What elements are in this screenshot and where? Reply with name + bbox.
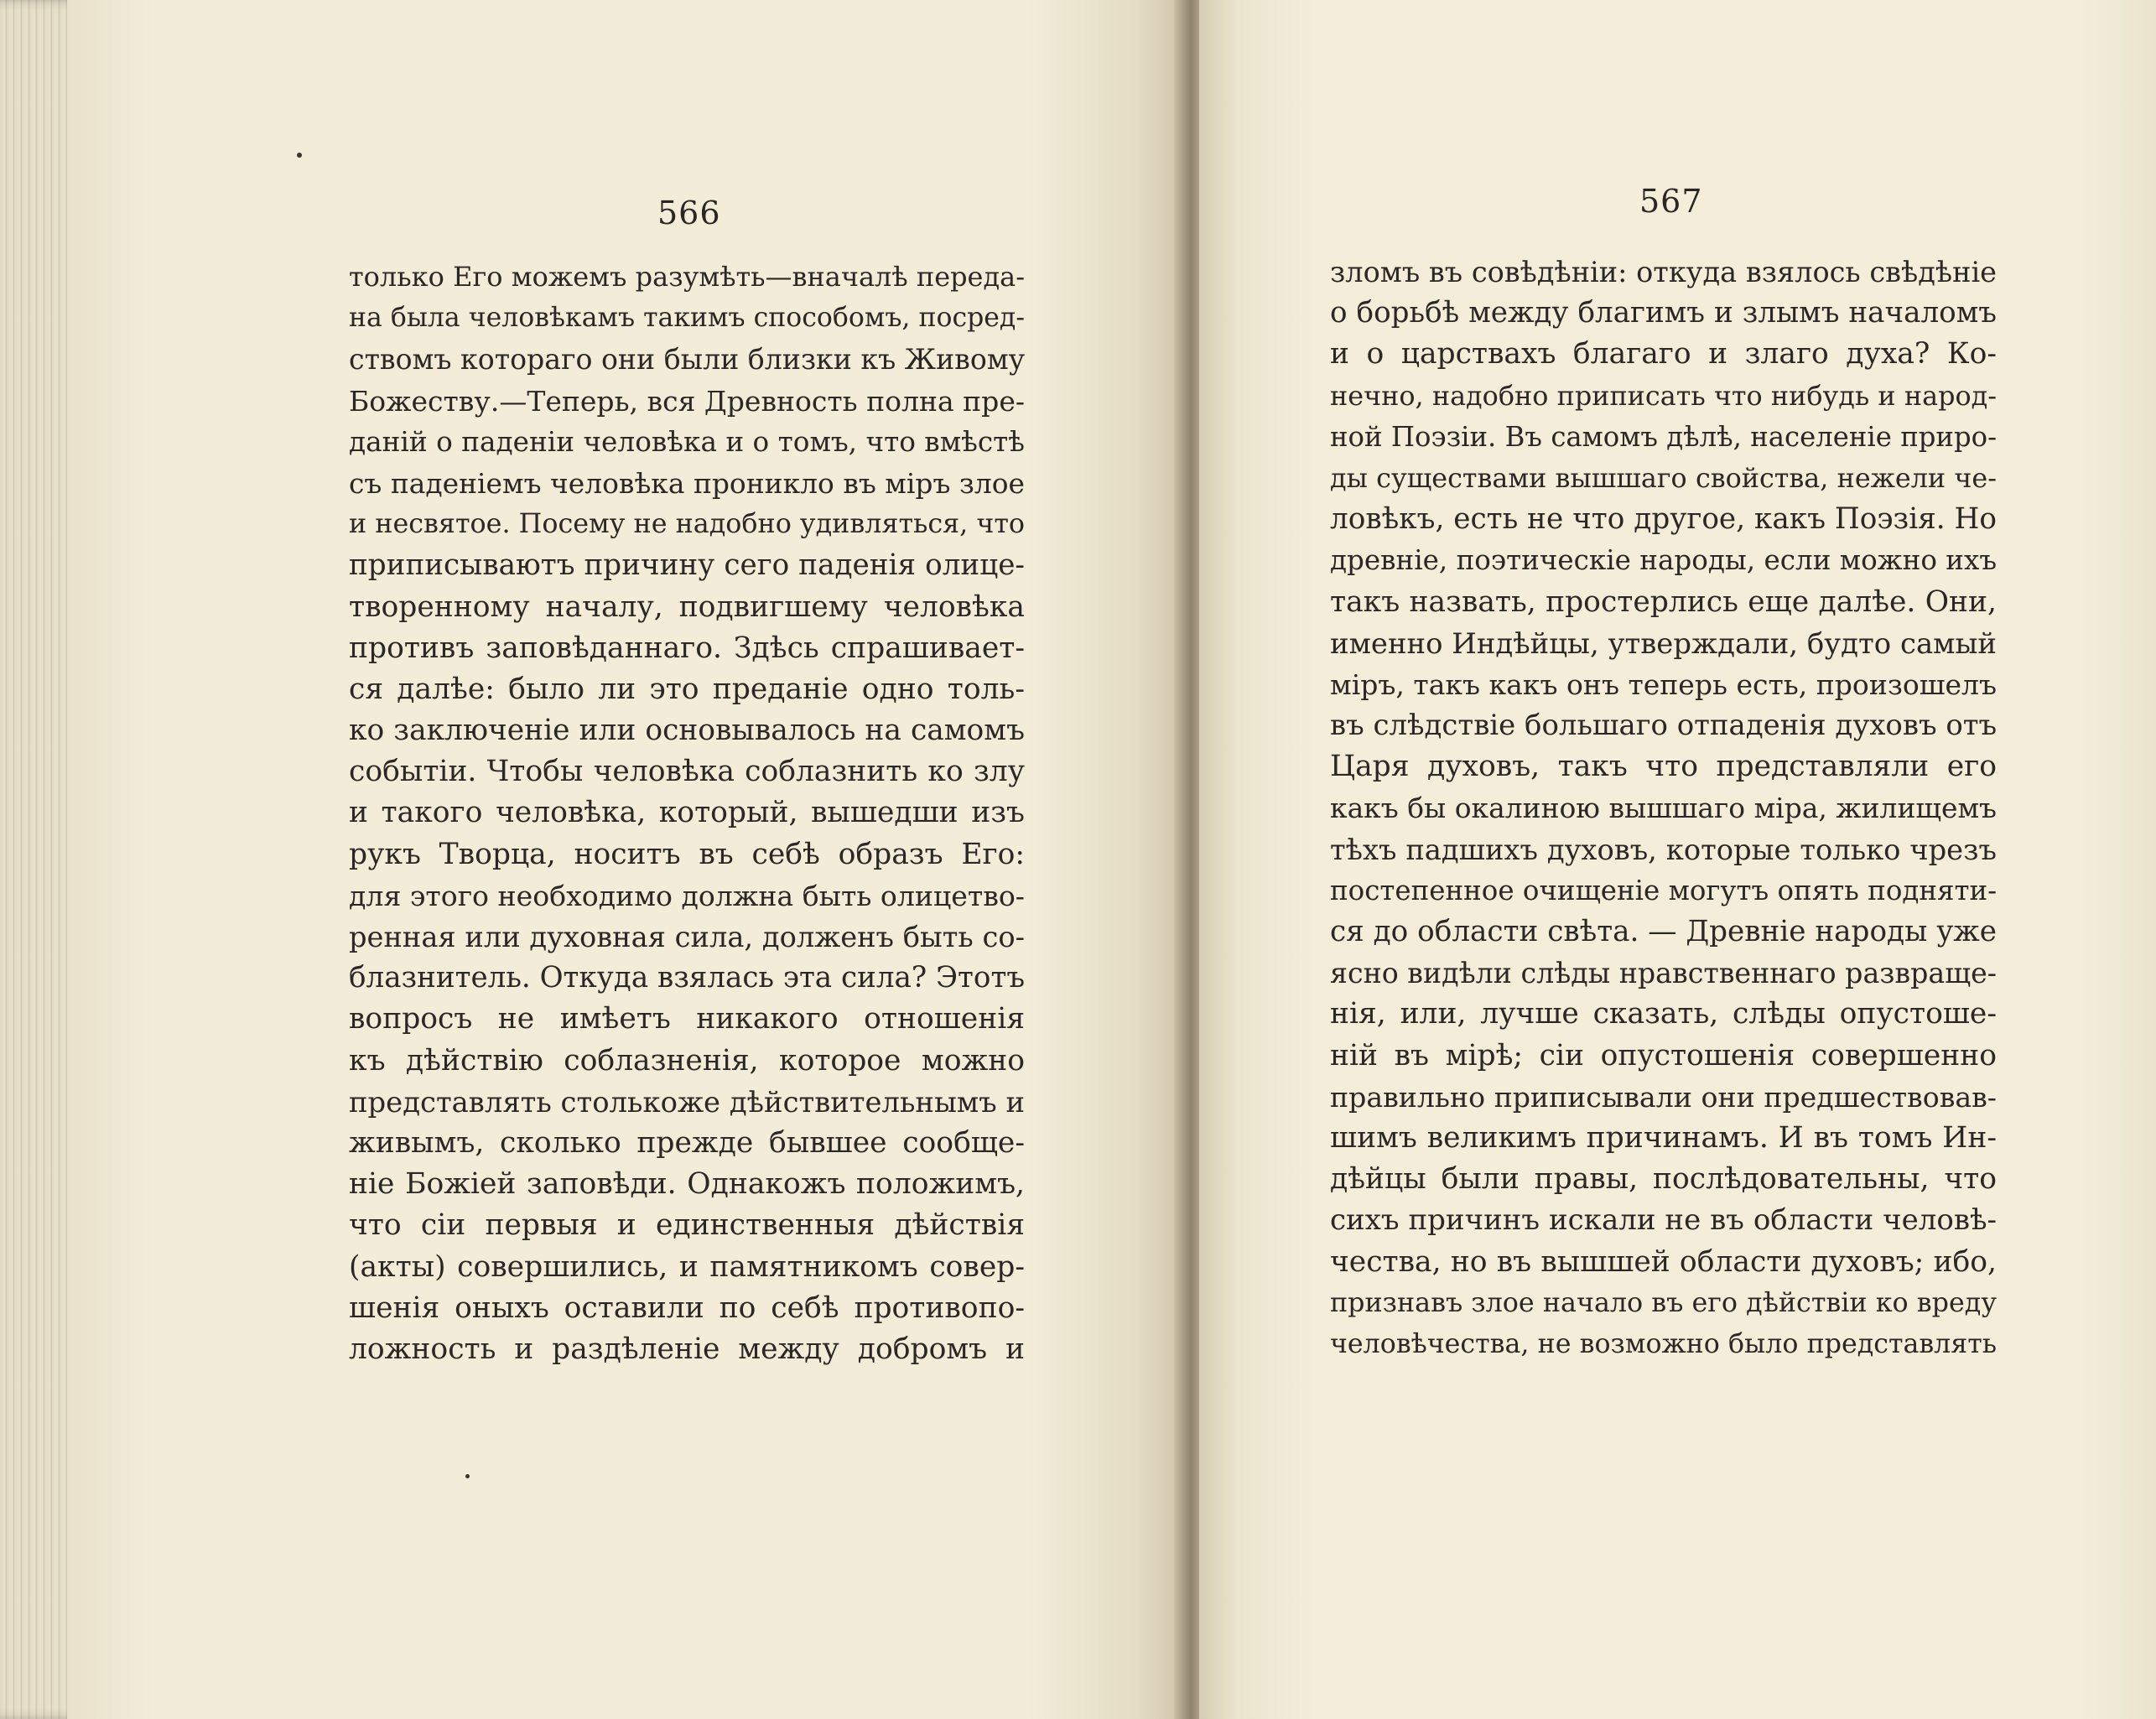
text-line: противъ заповѣданнаго. Здѣсь спрашивает- [349,631,1025,665]
text-line: нечно, надобно приписать что нибудь и народ- [1330,379,1997,412]
text-line: міръ, такъ какъ онъ теперь есть, произошелъ [1330,667,1997,701]
text-line: человѣчества, не возможно было представлять [1330,1328,1997,1359]
text-line: ся далѣе: было ли это преданіе одно толь- [349,672,1025,706]
right-page-number: 567 [1639,183,1703,220]
text-line: что сіи первыя и единственныя дѣйствія [349,1208,1025,1243]
text-line: постепенное очищеніе могутъ опять подняти- [1330,874,1997,906]
text-line: ніе Божіей заповѣди. Однакожъ положимъ, [349,1167,1025,1202]
text-line: и несвятое. Посему не надобно удивляться, что [349,509,1025,540]
text-line: ной Поэзіи. Въ самомъ дѣлѣ, населеніе приро- [1330,420,1997,453]
text-line: ко заключеніе или основывалось на самомъ [349,714,1025,748]
text-line: ствомъ котораго они были близки къ Живому [349,343,1025,377]
text-line: ся до области свѣта. — Древніе народы уже [1330,915,1997,948]
text-line: рукъ Творца, носитъ въ себѣ образъ Его: [349,837,1025,871]
text-line: творенному началу, подвигшему человѣка [349,589,1025,624]
text-line: ды существами вышшаго свойства, нежели че- [1330,461,1997,494]
text-line: ній въ мірѣ; сіи опустошенія совершенно [1330,1038,1997,1072]
text-line: вопросъ не имѣетъ никакого отношенія [349,1002,1025,1036]
text-line: сихъ причинъ искали не въ области человѣ- [1330,1203,1997,1238]
text-line: нія, или, лучше сказать, слѣды опустоше- [1330,997,1997,1031]
text-line: о борьбѣ между благимъ и злымъ началомъ [1330,296,1997,330]
text-line: именно Индѣйцы, утверждали, будто самый [1330,626,1997,660]
text-line: (акты) совершились, и памятникомъ совер- [349,1249,1025,1284]
text-line: шенія оныхъ оставили по себѣ противопо- [349,1291,1025,1325]
text-line: на была человѣкамъ такимъ способомъ, посред- [349,303,1025,334]
text-line: ренная или духовная сила, долженъ быть со- [349,921,1025,953]
text-line: такъ назвать, простерлись еще далѣе. Они, [1330,584,1997,619]
text-line: живымъ, сколько прежде бывшее сообще- [349,1125,1025,1160]
text-line: чества, но въ вышшей области духовъ; ибо, [1330,1244,1997,1279]
text-line: для этого необходимо должна быть олицетво- [349,879,1025,912]
text-line: Божеству.—Теперь, вся Древность полна пре- [349,384,1025,418]
right-page-text [1330,252,1997,1365]
text-line: Царя духовъ, такъ что представляли его [1330,750,1997,784]
text-line: къ дѣйствію соблазненія, которое можно [349,1043,1025,1078]
text-line: ложность и раздѣленіе между добромъ и [349,1332,1025,1366]
text-line: даній о паденіи человѣка и о томъ, что вмѣстѣ [349,425,1025,458]
text-line: въ слѣдствіе большаго отпаденія духовъ отъ [1330,709,1997,743]
left-page-number: 566 [657,195,721,231]
text-line: ясно видѣли слѣды нравственнаго развраще- [1330,957,1997,990]
text-line: зломъ въ совѣдѣніи: откуда взялось свѣдѣніе [1330,256,1997,288]
text-line: съ паденіемъ человѣка проникло въ міръ злое [349,466,1025,500]
text-line: признавъ злое начало въ его дѣйствіи ко вреду [1330,1287,1997,1318]
text-line: ловѣкъ, есть не что другое, какъ Поэзія. Но [1330,502,1997,537]
text-line: только Его можемъ разумѣть—вначалѣ переда- [349,261,1025,293]
text-line: и о царствахъ благаго и злаго духа? Ко- [1330,337,1997,371]
text-line: тѣхъ падшихъ духовъ, которые только чрезъ [1330,833,1997,866]
text-line: и такого человѣка, который, вышедши изъ [349,796,1025,830]
text-line: древніе, поэтическіе народы, если можно ихъ [1330,544,1997,577]
left-page-text [349,257,1025,1370]
text-line: событіи. Чтобы человѣка соблазнить ко злу [349,755,1025,789]
text-line: представлять столькоже дѣйствительнымъ и [349,1085,1025,1119]
text-line: блазнитель. Откуда взялась эта сила? Этотъ [349,961,1025,995]
ink-speck [465,1474,470,1478]
text-line: дѣйцы были правы, послѣдовательны, что [1330,1162,1997,1197]
text-line: шимъ великимъ причинамъ. И въ томъ Ин- [1330,1120,1997,1155]
text-line: правильно приписывали они предшествовав- [1330,1080,1997,1114]
text-line: какъ бы окалиною вышшаго міра, жилищемъ [1330,792,1997,825]
text-line: приписываютъ причину сего паденія олице- [349,548,1025,583]
ink-speck [297,153,302,158]
